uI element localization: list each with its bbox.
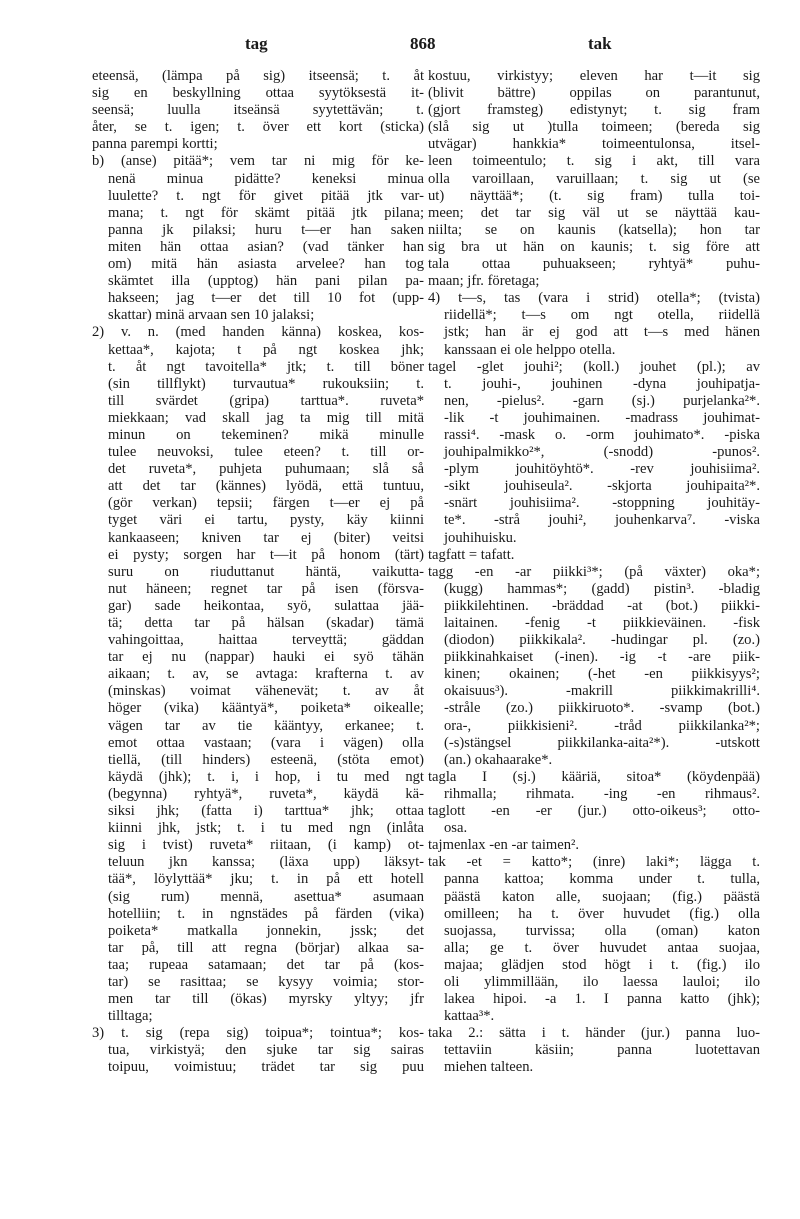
entry-line: taka 2.: sätta i t. händer (jur.) panna luo- <box>428 1025 760 1042</box>
entry-line: maan; jfr. företaga; <box>428 273 540 290</box>
entry-line: (gör verkan) tepsii; färgen t—er ej på <box>108 495 424 512</box>
entry-line: vägen tar av tie kääntyy, erkanee; t. <box>108 717 424 734</box>
header-left-guide-word: tag <box>245 34 268 53</box>
entry-line: -snärt jouhisiima². -stoppning jouhitäy- <box>444 495 760 512</box>
entry-line: t. jouhi-, jouhinen -dyna jouhipatja- <box>444 375 760 392</box>
entry-line: sig bra ut hän on kaunis; t. sig före att <box>428 238 760 255</box>
entry-line: suojassa, turvissa; olla (oman) katon <box>444 922 760 939</box>
entry-line: taglott -en -er (jur.) otto-oikeus³; otto- <box>428 803 760 820</box>
entry-line: kettaa*, kajota; t på ngt koskea jhk; <box>108 341 424 358</box>
page-number: 868 <box>410 34 436 53</box>
entry-line: (gjort framsteg) edistynyt; t. sig fram <box>428 102 760 119</box>
entry-line: piikkilehtinen. -bräddad -at (bot.) piikki- <box>444 597 760 614</box>
entry-line: (an.) okahaarake*. <box>444 751 553 768</box>
entry-line: luulette? t. ngt för givet pitää jtk var- <box>108 187 424 204</box>
entry-line: alla; ge t. över huvudet antaa suojaa, <box>444 939 760 956</box>
entry-line: olla varoillaan, varuillaan; t. sig ut (se <box>428 170 760 187</box>
entry-line: tajmenlax -en -ar taimen². <box>428 837 580 854</box>
entry-line: suru on riuduttanut häntä, vaikutta- <box>108 563 424 580</box>
entry-line: tagla I (sj.) kääriä, sitoa* (köydenpää) <box>428 768 760 785</box>
entry-line: riidellä*; t—s om ngt otella, riidellä <box>444 307 760 324</box>
entry-line: minun on tekeminen? mikä minulle <box>108 426 424 443</box>
entry-line: ut) näyttää*; (t. sig fram) tulla toi- <box>428 187 760 204</box>
entry-line: tyget väri ei tartu, pysty, käy kiinni <box>108 512 424 529</box>
entry-line: emot ottaa vastaan; (vara i vägen) olla <box>108 734 424 751</box>
entry-line: utvägar) hankkia* toimeentulonsa, itsel- <box>428 136 760 153</box>
entry-line: tar) se rasittaa; se kysyy voimia; stor- <box>108 973 424 990</box>
entry-line: panna kattoa; komma under t. tulla, <box>444 871 760 888</box>
entry-line: hakseen; jag t—er det till 10 fot (upp- <box>108 290 424 307</box>
entry-line: miten hän ottaa asian? (vad tänker han <box>108 238 424 255</box>
entry-line: poiketa* matkalla jonnekin, jssk; det <box>108 922 424 939</box>
entry-line: tua, virkistyä; den sjuke tar sig sairas <box>108 1042 424 1059</box>
entry-line: jouhipalmikko²*, (-snodd) -punos². <box>444 444 760 461</box>
entry-line: (slå sig ut )tulla toimeen; (bereda sig <box>428 119 760 136</box>
entry-line: omilleen; ha t. över huvudet (fig.) olla <box>444 905 760 922</box>
entry-line: (begynna) ryhtyä*, ruveta*, käydä kä- <box>108 785 424 802</box>
entry-line: (sig rum) mennä, asettua* asumaan <box>108 888 424 905</box>
entry-line: toipuu, voimistuu; trädet tar sig puu <box>108 1059 424 1076</box>
entry-line: panna parempi kortti; <box>92 136 218 153</box>
entry-line: tä; detta tar på hälsan (skadar) tämä <box>108 615 424 631</box>
entry-line: meen; det tar sig väl ut se näyttää kau- <box>428 204 760 221</box>
entry-line: -lik -t jouhimainen. -madrass jouhimat- <box>444 409 760 426</box>
entry-line: kankaaseen; kniven tar ej (biter) veitsi <box>108 529 424 546</box>
entry-line: tagg -en -ar piikki³*; (på växter) oka*; <box>428 563 760 580</box>
entry-line: tar på, till att regna (börjar) alkaa sa- <box>108 939 424 956</box>
entry-line: -sikt jouhiseula². -skjorta jouhipaita²*. <box>444 478 760 495</box>
entry-line: seensä; luulla itseänsä syytettävän; t. <box>92 102 424 119</box>
entry-line: gar) sade heikontaa, syö, sulattaa jää- <box>108 597 424 614</box>
entry-line: eteensä, (lämpa på sig) itseensä; t. åt <box>92 68 424 84</box>
entry-line: om) mitä hän asiasta arvelee? han tog <box>108 256 424 273</box>
entry-line: rassi⁴. -mask o. -orm jouhimato*. -piska <box>444 426 760 443</box>
right-column <box>428 68 760 1077</box>
entry-line: kostuu, virkistyy; eleven har t—it sig <box>428 68 760 84</box>
entry-line: b) (anse) pitää*; vem tar ni mig för ke- <box>92 153 424 170</box>
entry-line: tulee neuvoksi, tulee eteen? t. till or- <box>108 444 424 461</box>
entry-line: hotelliin; t. in ngnstädes på färden (vika) <box>108 905 424 922</box>
entry-line: att det tar (kännes) lyödä, että tuntuu, <box>108 478 424 495</box>
entry-line: teluun jkn kanssa; (läxa upp) läksyt- <box>108 854 424 871</box>
entry-line: (kugg) hammas*; (gadd) pistin³. -bladig <box>444 580 760 597</box>
entry-line: 4) t—s, tas (vara i strid) otella*; (tvista) <box>428 290 760 307</box>
entry-line: nenä minua pidätte? keneksi minua <box>108 170 424 187</box>
page-header <box>100 34 720 62</box>
entry-line: panna jk pilaksi; huru t—er han saken <box>108 221 424 238</box>
entry-line: piikkinahkaiset (-inen). -ig -t -are piik- <box>444 649 760 666</box>
entry-line: 3) t. sig (repa sig) toipua*; tointua*; kos- <box>92 1025 424 1042</box>
entry-line: tää*, löylyttää* jku; t. in på ett hotell <box>108 871 424 888</box>
entry-line: skämtet illa (upptog) hän pani pilan pa- <box>108 273 424 290</box>
entry-line: tar ej nu (nappar) hauki ei syö tähän <box>108 649 424 666</box>
entry-line: skattar) minä arvaan sen 10 jalaksi; <box>108 307 315 324</box>
entry-line: det ruveta*, puhjeta puhumaan; slå så <box>108 461 424 478</box>
entry-line: tilltaga; <box>108 1008 153 1025</box>
entry-line: -stråle (zo.) piikkiruoto*. -svamp (bot.) <box>444 700 760 717</box>
entry-line: leen toimeentulo; t. sig i akt, till vara <box>428 153 760 170</box>
entry-line: aikaan; t. av, se avtaga: krafterna t. av <box>108 666 424 683</box>
header-right-guide-word: tak <box>588 34 612 53</box>
entry-line: ei pysty; sorgen har t—it på honom (tärt) <box>108 546 424 563</box>
entry-line: vahingoittaa, haittaa terveyttä; gäddan <box>108 632 424 649</box>
entry-line: laitainen. -fenig -t piikkieväinen. -fisk <box>444 615 760 631</box>
entry-line: niilta; se on kaunis (katsella); hon tar <box>428 221 760 238</box>
entry-line: tiellä, (till hinders) esteenä, (stöta emot) <box>108 751 424 768</box>
entry-line: (-s)stängsel piikkilanka-aita²*). -utskott <box>444 734 760 751</box>
entry-line: tettaviin käsiin; panna luotettavan <box>444 1042 760 1059</box>
entry-line: kiinni jhk, jstk; t. i tu med ngn (inlåta <box>108 820 424 837</box>
entry-line: t. åt ngt tavoitella* jtk; t. till böner <box>108 358 424 375</box>
entry-line: tagfatt = tafatt. <box>428 546 515 563</box>
entry-line: tala ottaa puhuakseen; ryhtyä* puhu- <box>428 256 760 273</box>
entry-line: mana; t. ngt för skämt pitää jtk pilana; <box>108 204 424 221</box>
entry-line: käydä (jhk); t. i, i hop, i tu med ngt <box>108 768 424 785</box>
entry-line: oli ylimmillään, ilo laessa lauloi; ilo <box>444 973 760 990</box>
entry-line: men tar till (ökas) myrsky yltyy; jfr <box>108 991 424 1008</box>
entry-line: lakea hipoi. -a 1. I panna katto (jhk); <box>444 991 760 1008</box>
entry-line: kinen; okainen; (-het -en piikkisyys²; <box>444 666 760 683</box>
left-column <box>92 68 424 1077</box>
entry-line: sig i tvist) ruveta* riitaan, (i kamp) ot- <box>108 837 424 854</box>
entry-line: (sin tillflykt) turvautua* rukouksiin; t. <box>108 375 424 392</box>
entry-line: 2) v. n. (med handen känna) koskea, kos- <box>92 324 424 341</box>
entry-line: taa; rupeaa satamaan; det tar på (kos- <box>108 956 424 973</box>
entry-line: jstk; han är ej god att t—s med hänen <box>444 324 760 341</box>
entry-line: te*. -strå jouhi², jouhenkarva⁷. -viska <box>444 512 760 529</box>
entry-line: kanssaan ei ole helppo otella. <box>444 341 616 358</box>
entry-line: (diodon) piikkikala². -hudingar pl. (zo.) <box>444 632 760 649</box>
entry-line: ora-, piikkisieni². -tråd piikkilanka²*; <box>444 717 760 734</box>
entry-line: kattaa³*. <box>444 1008 495 1025</box>
entry-line: päästä katon alle, suojaan; (fig.) päästä <box>444 888 760 905</box>
entry-line: okaisuus³). -makrill piikkimakrilli⁴. <box>444 683 760 700</box>
entry-line: (blivit bättre) oppilas on parantunut, <box>428 85 760 102</box>
entry-line: -plym jouhitöyhtö*. -rev jouhisiima². <box>444 461 760 478</box>
entry-line: miehen talteen. <box>444 1059 534 1076</box>
entry-line: miekkaan; vad skall jag ta mig till mitä <box>108 409 424 426</box>
entry-line: tak -et = katto*; (inre) laki*; lägga t. <box>428 854 760 871</box>
entry-line: jouhihuisku. <box>444 529 517 546</box>
entry-line: tagel -glet jouhi²; (koll.) jouhet (pl.); av <box>428 358 760 375</box>
entry-line: sig en beskyllning ottaa syytöksestä it- <box>92 85 424 102</box>
entry-line: (minskas) voimat vähenevät; t. av åt <box>108 683 424 700</box>
entry-line: siksi jhk; (fatta i) tarttua* jhk; ottaa <box>108 803 424 820</box>
entry-line: nen, -pielus². -garn (sj.) purjelanka²*. <box>444 392 760 409</box>
entry-line: rihmalla; rihmata. -ing -en rihmaus². <box>444 785 760 802</box>
entry-line: osa. <box>444 820 468 837</box>
entry-line: majaa; glädjen stod högt i t. (fig.) ilo <box>444 956 760 973</box>
entry-line: höger (vika) kääntyä*, poiketa* oikealle; <box>108 700 424 717</box>
entry-line: nut häneen; regnet tar på isen (försva- <box>108 580 424 597</box>
entry-line: åter, se t. igen; t. över ett kort (sticka) <box>92 119 424 136</box>
entry-line: till svärdet (gripa) tarttua*. ruveta* <box>108 392 424 409</box>
